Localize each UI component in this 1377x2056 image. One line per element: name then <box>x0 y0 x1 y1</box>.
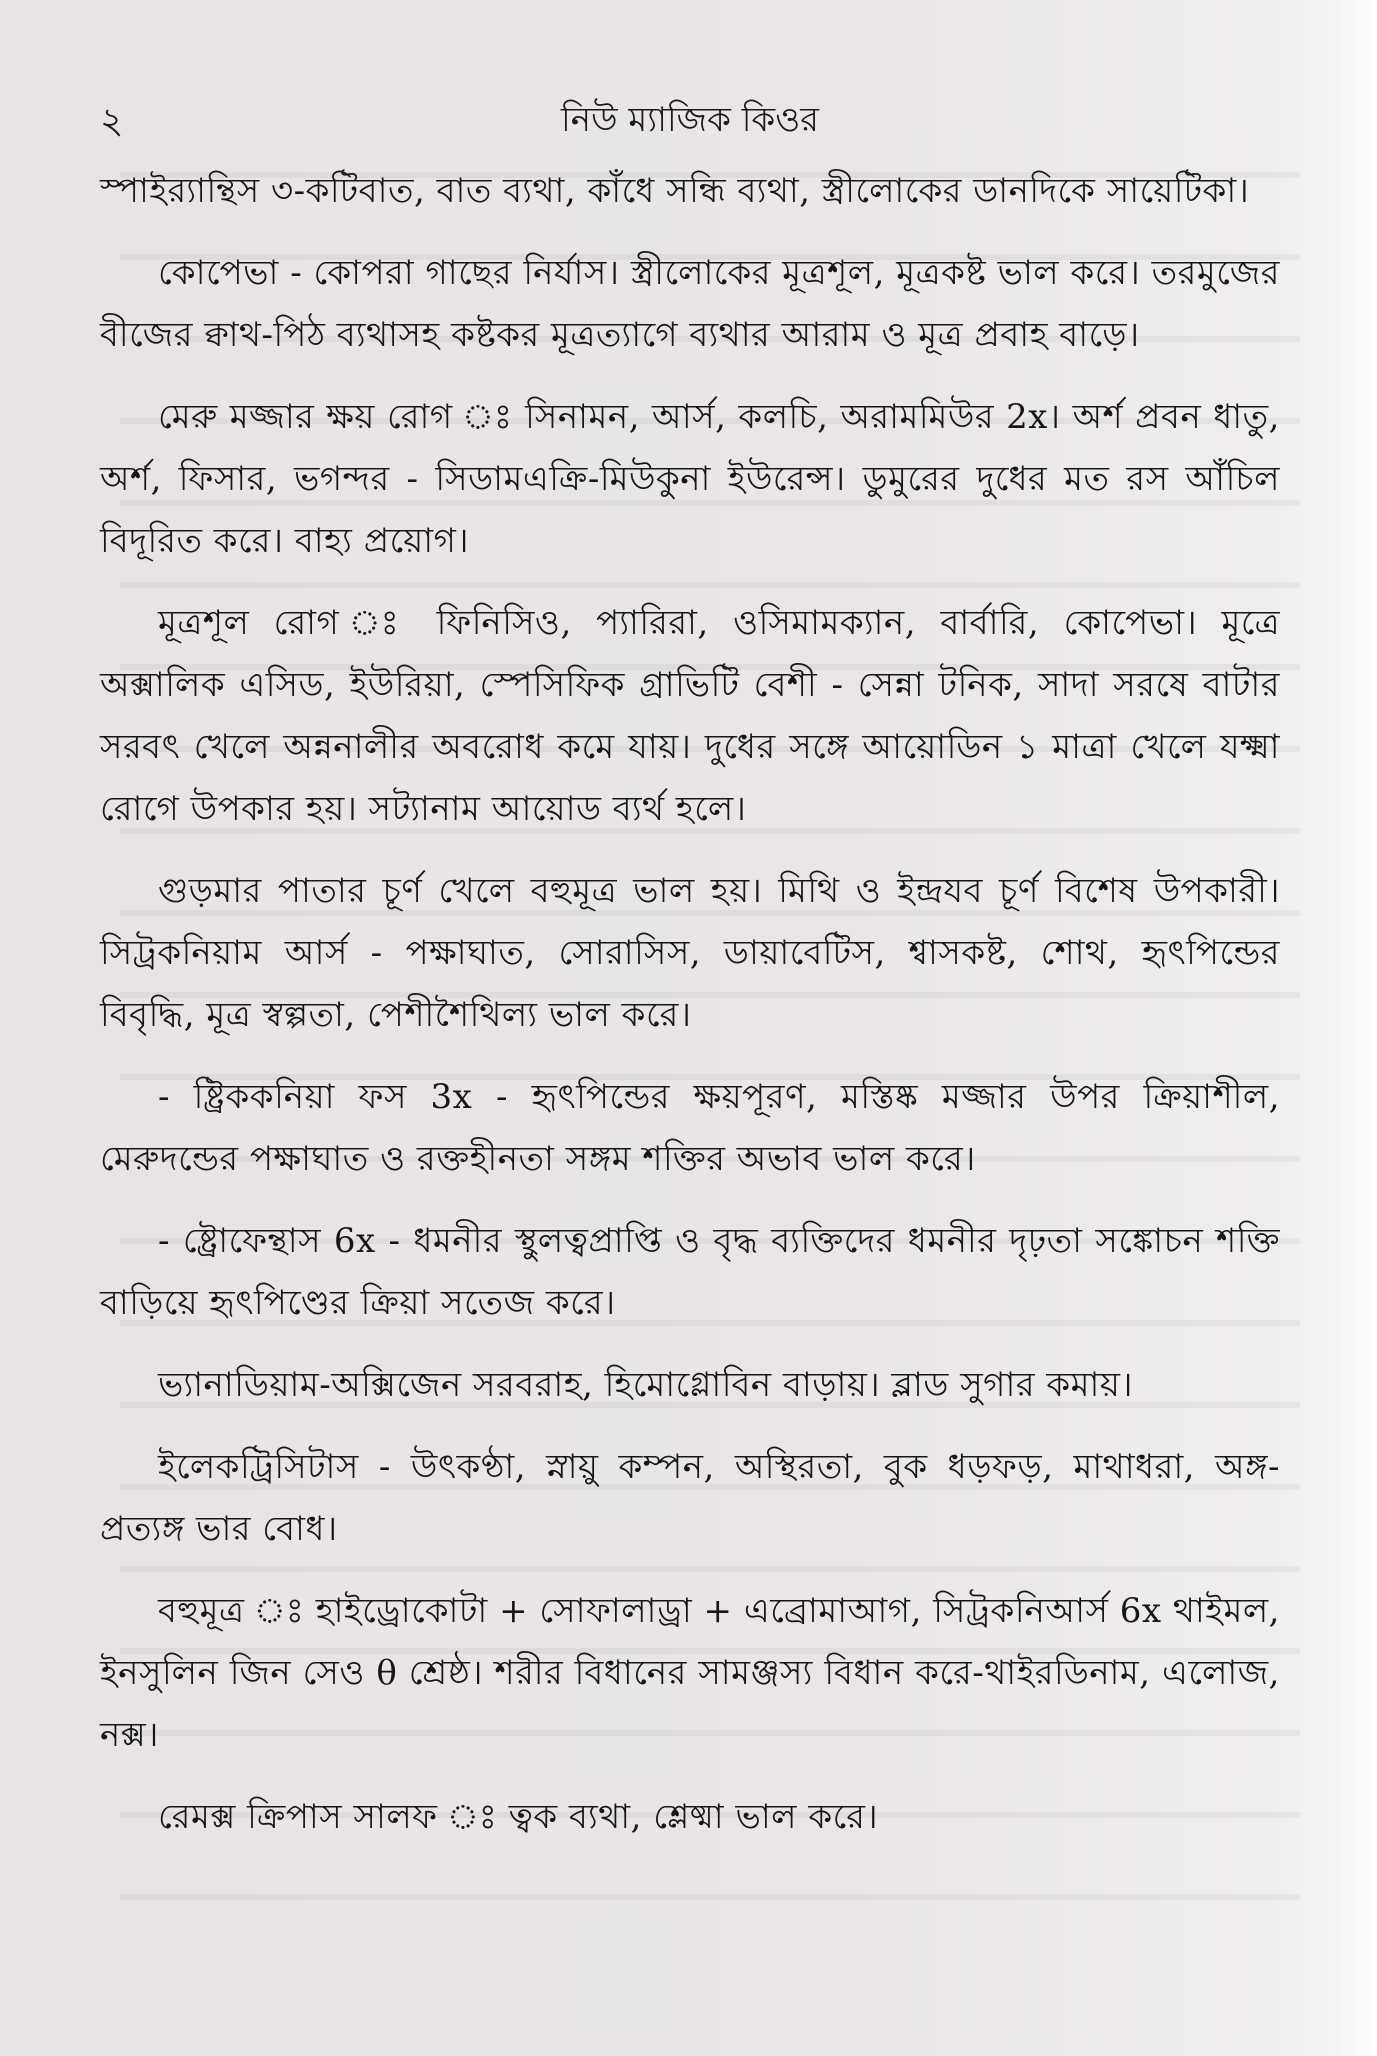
page-number: ২ <box>100 101 124 142</box>
paragraph: - ষ্ট্রোফেন্থাস 6x - ধমনীর স্থুলত্বপ্রাপ্তি ও বৃদ্ধ ব্যক্তিদের ধমনীর দৃঢ়তা সঙ্কোচন শক্তি বাড়িয়ে হৃৎপিণ্ডের ক্রিয়া সতেজ করে। <box>100 1221 1280 1323</box>
paragraph: ইলেকট্রিসিটাস - উৎকণ্ঠা, স্নায়ু কম্পন, অস্থিরতা, বুক ধড়ফড়, মাথাধরা, অঙ্গ-প্রত্যঙ্গ ভার বোধ। <box>100 1447 1280 1549</box>
paragraph: বহুমূত্র ঃ হাইড্রোকোটা + সোফালাড্রা + এব্রোমাআগ, সিট্রকনিআর্স 6x থাইমল, ইনসুলিন জিন সেও θ শ্রেষ্ঠ। শরীর বিধানের সামঞ্জস্য বিধান করে-থাইরডিনাম, এলোজ, নক্স। <box>100 1591 1280 1755</box>
paragraph: - ষ্ট্রিককনিয়া ফস 3x - হৃৎপিন্ডের ক্ষয়পূরণ, মস্তিষ্ক মজ্জার উপর ক্রিয়াশীল, মেরুদন্ডের পক্ষাঘাত ও রক্তহীনতা সঙ্গম শক্তির অভাব ভাল করে। <box>100 1077 1280 1179</box>
paragraph: গুড়মার পাতার চূর্ণ খেলে বহুমূত্র ভাল হয়। মিথি ও ইন্দ্রযব চূর্ণ বিশেষ উপকারী। সিট্রকনিয়াম আর্স - পক্ষাঘাত, সোরাসিস, ডায়াবেটিস, শ্বাসকষ্ট, শোথ, হৃৎপিন্ডের বিবৃদ্ধি, মূত্র স্বল্পতা, পেশীশৈথিল্য ভাল করে। <box>100 871 1280 1035</box>
paragraph: কোপেভা - কোপরা গাছের নির্যাস। স্ত্রীলোকের মূত্রশূল, মূত্রকষ্ট ভাল করে। তরমুজের বীজের ক্বাথ-পিঠ ব্যথাসহ কষ্টকর মূত্রত্যাগে ব্যথার আরাম ও মূত্র প্রবাহ বাড়ে। <box>100 253 1280 355</box>
running-title: নিউ ম্যাজিক কিওর <box>561 100 819 140</box>
page-header <box>100 88 1280 148</box>
paragraph: স্পাইর‍্যান্থিস ৩-কটিবাত, বাত ব্যথা, কাঁধে সন্ধি ব্যথা, স্ত্রীলোকের ডানদিকে সায়েটিকা। <box>100 171 1250 211</box>
paragraph: ভ্যানাডিয়াম-অক্সিজেন সরবরাহ, হিমোগ্লোবিন বাড়ায়। ব্লাড সুগার কমায়। <box>158 1365 1134 1405</box>
paragraph: রেমক্স ক্রিপাস সালফ ঃ ত্বক ব্যথা, শ্লেষ্মা ভাল করে। <box>158 1797 879 1837</box>
body-text <box>100 160 1280 1868</box>
paragraph: মূত্রশূল রোগ ঃ ফিনিসিও, প্যারিরা, ওসিমামক্যান, বার্বারি, কোপেভা। মূত্রে অক্সালিক এসিড, ইউরিয়া, স্পেসিফিক গ্রাভিটি বেশী - সেন্না টনিক, সাদা সরষে বাটার সরবৎ খেলে অন্ননালীর অবরোধ কমে যায়। দুধের সঙ্গে আয়োডিন ১ মাত্রা খেলে যক্ষ্মা রোগে উপকার হয়। সট্যানাম আয়োড ব্যর্থ হলে। <box>100 603 1280 829</box>
paragraph: মেরু মজ্জার ক্ষয় রোগ ঃ সিনামন, আর্স, কলচি, অরামমিউর 2x। অর্শ প্রবন ধাতু, অর্শ, ফিসার, ভগন্দর - সিডামএক্রি-মিউকুনা ইউরেন্স। ডুমুরের দুধের মত রস আঁচিল বিদূরিত করে। বাহ্য প্রয়োগ। <box>100 397 1280 561</box>
page-edge-highlight <box>1337 0 1377 2056</box>
